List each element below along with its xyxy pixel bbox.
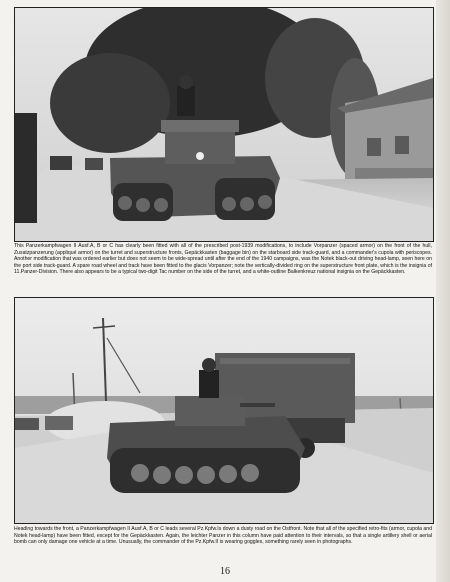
photo-panzer-village-road (14, 7, 434, 242)
photo-panzer-dusty-road (14, 297, 434, 524)
photo-top-illustration (15, 8, 433, 241)
page-number: 16 (220, 566, 230, 577)
page-edge (436, 0, 450, 582)
photo-bottom-illustration (15, 298, 433, 523)
caption-bottom: Heading towards the front, a Panzerkampfwagen II Ausf.A, B or C leads several Pz.Kpfw.Is down a dusty road on the Ostfront. Note that all of the specified retro-fits (armor, cupola and Notek head-lamp) have been fitted, except for the Gepäckkasten. Again, the leichter Panzer in this column have paid attention to their intervals, so that a single artillery shell or aerial bomb can only damage one vehicle at a time. Unusually, the commander of the Pz.Kpfw.II is wearing goggles, something rarely seen in photographs. (14, 526, 432, 546)
caption-top: This Panzerkampfwagen II Ausf.A, B or C has clearly been fitted with all of the prescribed post-1939 modifications, to include Vorpanzer (spaced armor) on the front of the hull, Zusatzpanzerung (appliqué armor) on the turret and superstructure fronts, Gepäckkasten (baggage bin) on the starboard side track-guard, and a commander's cupola with periscopes. Another modification that was ordered earlier but does not seem to be wide-spread until after the end of the 1940 campaigns, was the Notek black-out driving head-lamp, seen here on the port side track-guard. A spare road wheel and track have been fitted to the glacis Vorpanzer; note the vertically-divided ring on the superstructure front plate, which is the insignia of 11.Panzer-Division. There also appears to be a typical two-digit Tac number on the side of the turret, and a white-outline Balkenkreuz national insignia on the Gepäckkasten. (14, 243, 432, 276)
